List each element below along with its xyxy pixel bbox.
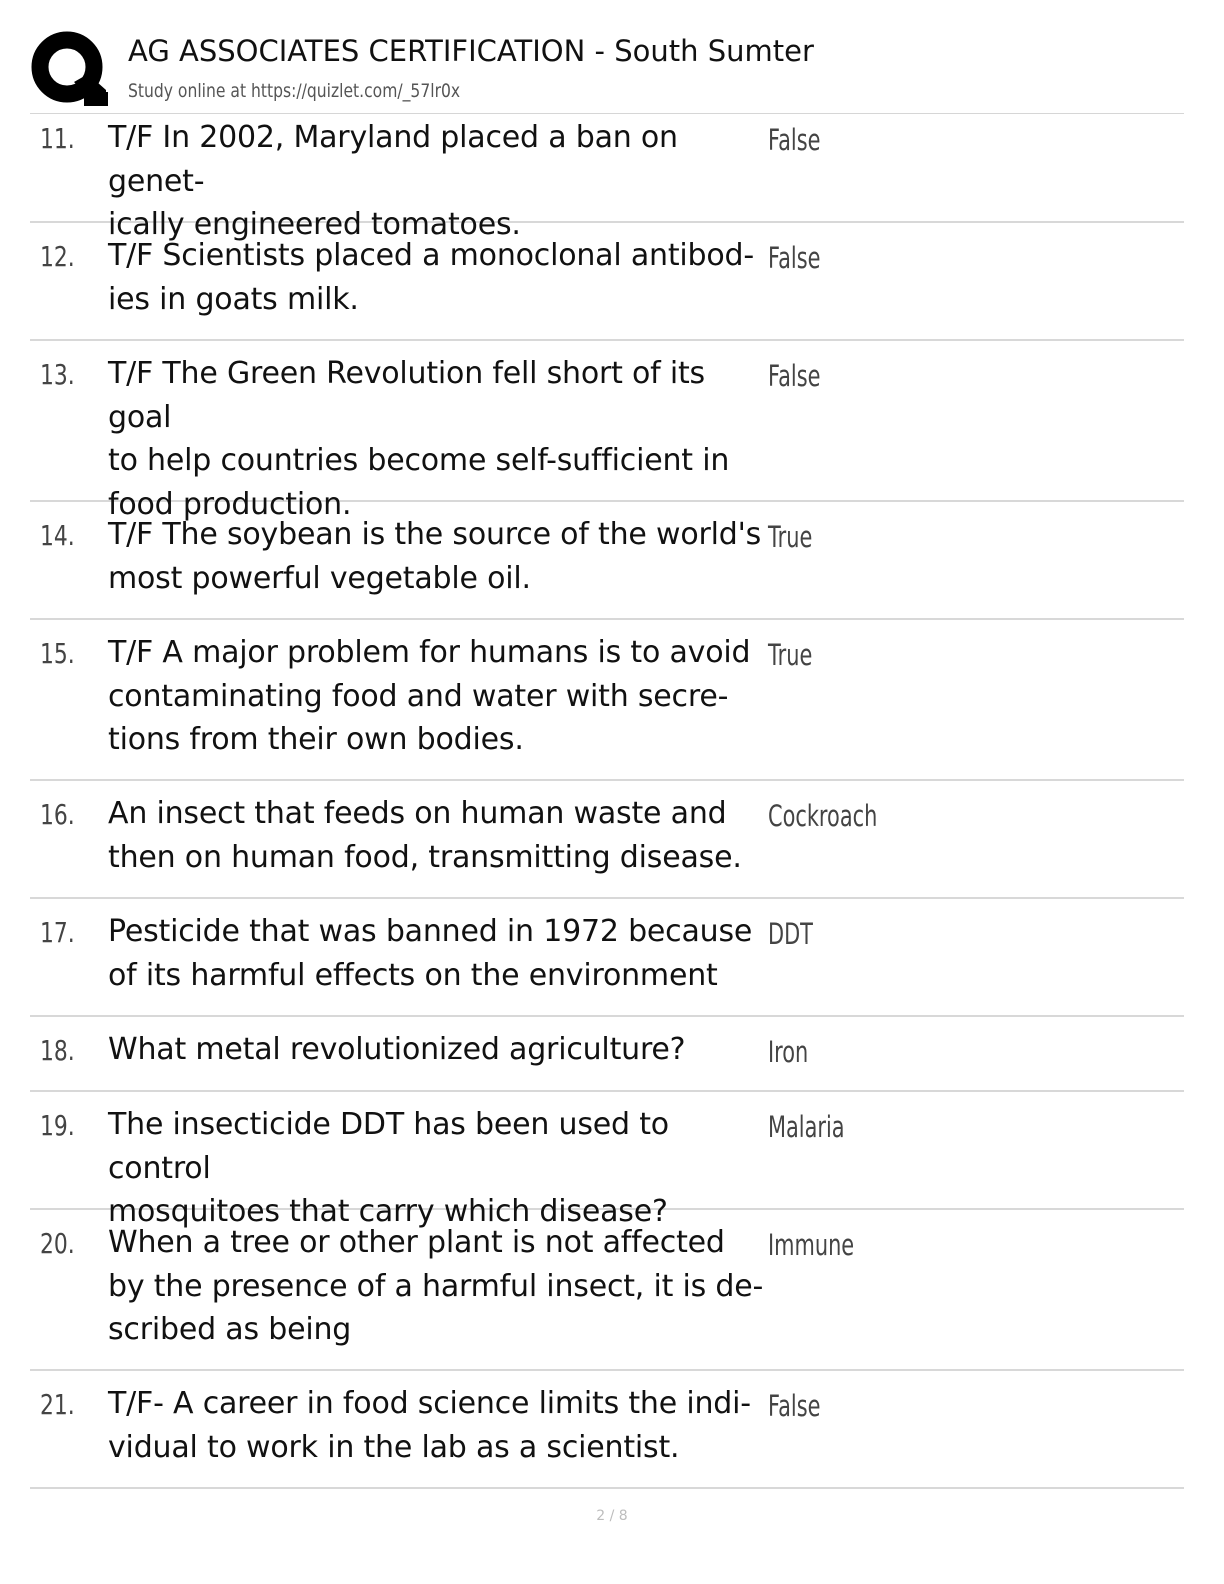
card-answer: False <box>768 1389 821 1423</box>
flashcard-row <box>30 620 1184 781</box>
flashcard-row <box>30 341 1184 522</box>
card-answer: DDT <box>768 917 813 951</box>
card-number: 11. <box>40 122 75 155</box>
card-number: 17. <box>40 916 75 949</box>
card-question: T/F Scientists placed a monoclonal antibod- ies in goats milk. <box>108 238 754 317</box>
flashcard-row <box>30 1092 1184 1229</box>
card-answer: Iron <box>768 1035 809 1069</box>
card-answer: Malaria <box>768 1110 845 1144</box>
card-answer: False <box>768 123 821 157</box>
study-online-link[interactable]: Study online at https://quizlet.com/_57lr0x <box>128 80 461 102</box>
quizlet-logo-icon <box>30 30 108 108</box>
card-question: T/F A major problem for humans is to avoid contaminating food and water with secre- tions from their own bodies. <box>108 635 751 757</box>
card-question: T/F The Green Revolution fell short of its goal to help countries become self-sufficient in food production. <box>108 356 730 522</box>
card-answer: Immune <box>768 1228 855 1262</box>
card-question: T/F- A career in food science limits the indi- vidual to work in the lab as a scientist. <box>108 1386 751 1465</box>
card-question: When a tree or other plant is not affected by the presence of a harmful insect, it is de- scribed as being <box>108 1225 764 1347</box>
card-answer: False <box>768 241 821 275</box>
card-number: 12. <box>40 240 75 273</box>
flashcard-row <box>30 502 1184 620</box>
flashcard-row <box>30 114 1184 242</box>
card-answer: False <box>768 359 821 393</box>
card-number: 14. <box>40 519 75 552</box>
card-number: 19. <box>40 1109 75 1142</box>
flashcard-row <box>30 781 1184 899</box>
card-answer: True <box>768 638 813 672</box>
flashcard-row <box>30 1210 1184 1371</box>
page-number: 2 / 8 <box>596 1508 628 1524</box>
card-number: 16. <box>40 798 75 831</box>
card-question: An insect that feeds on human waste and then on human food, transmitting disease. <box>108 796 742 875</box>
card-question: T/F The soybean is the source of the world's most powerful vegetable oil. <box>108 517 762 596</box>
flashcard-row <box>30 223 1184 341</box>
card-number: 13. <box>40 358 75 391</box>
card-answer: Cockroach <box>768 799 878 833</box>
page-header <box>30 28 1180 112</box>
card-question: The insecticide DDT has been used to control mosquitoes that carry which disease? <box>108 1107 669 1229</box>
card-number: 18. <box>40 1034 75 1067</box>
document-title: AG ASSOCIATES CERTIFICATION - South Sumter <box>128 34 814 68</box>
card-number: 15. <box>40 637 75 670</box>
card-question: What metal revolutionized agriculture? <box>108 1032 686 1067</box>
card-question: Pesticide that was banned in 1972 because of its harmful effects on the environment <box>108 914 753 993</box>
card-question: T/F In 2002, Maryland placed a ban on genet- ically engineered tomatoes. <box>108 120 678 242</box>
card-number: 20. <box>40 1227 75 1260</box>
card-number: 21. <box>40 1388 75 1421</box>
card-answer: True <box>768 520 813 554</box>
flashcard-row <box>30 899 1184 1017</box>
flashcard-row <box>30 1017 1184 1092</box>
flashcard-row <box>30 1371 1184 1489</box>
